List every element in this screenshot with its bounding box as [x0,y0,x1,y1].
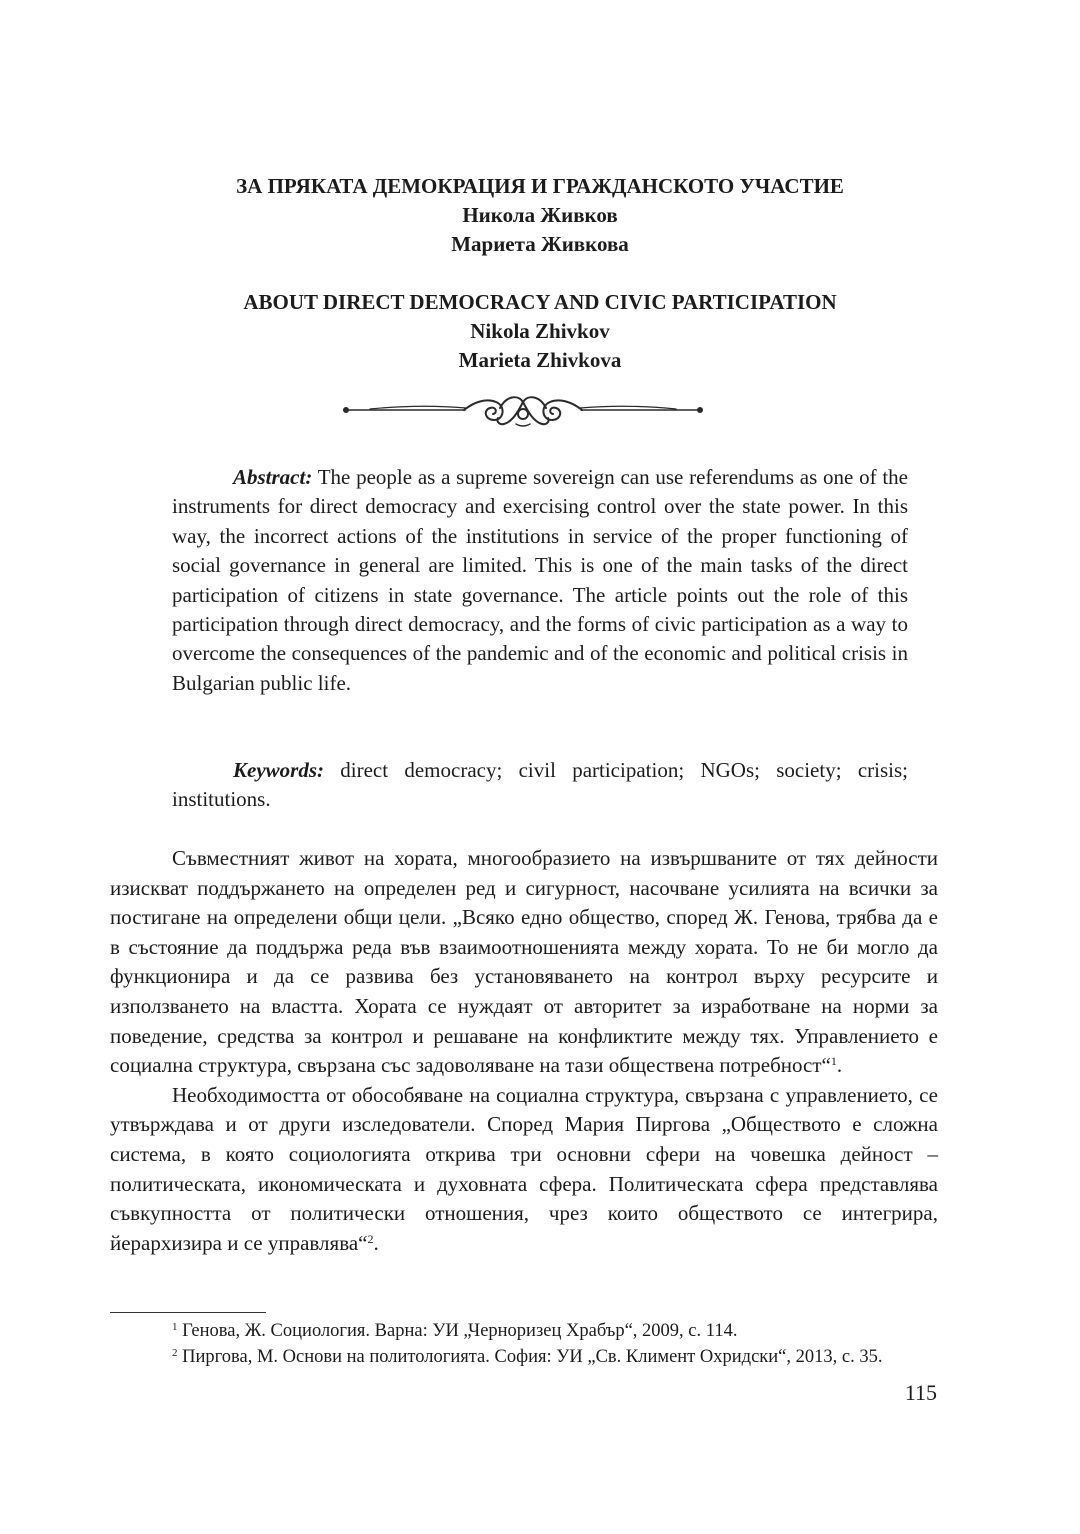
abstract-section [172,463,908,698]
abstract-label: Abstract: [233,465,313,489]
body-paragraph-2-end: . [373,1230,379,1255]
keywords-text: direct democracy; civil participation; NGOs; society; crisis; institutions. [172,758,908,812]
footnote-2-text: Пиргова, М. Основи на политологията. София: УИ „Св. Климент Охридски“, 2013, с. 35. [177,1347,883,1367]
footnotes [110,1318,938,1370]
body-paragraph-2 [110,1081,938,1259]
author-name-en-1: Nikola Zhivkov [470,319,610,343]
body-text [110,844,938,1258]
footnote-ref-2[interactable]: 2 [367,1231,374,1246]
article-title-bg: ЗА ПРЯКАТА ДЕМОКРАЦИЯ И ГРАЖДАНСКОТО УЧАСТИЕ [236,174,844,198]
scroll-flourish-divider-icon [340,388,706,432]
body-paragraph-1-end: . [836,1053,843,1078]
footnote-1 [110,1318,938,1344]
body-paragraph-2-text: Необходимостта от обособяване на социална структура, свързана с управлението, се утвърждава и от други изследователи. Според Мария Пиргова „Обществото е сложна система, в която социологията открива три основни сфери на човешка дейност – политическата, икономическата и духовната сфера. Политическата сфера представлява съвкупността от политически отношения, чрез които обществото се интегрира, йерархизира и се управлява“ [110,1082,938,1255]
footnote-2 [110,1344,938,1370]
author-name-bg-1: Никола Живков [462,203,618,227]
abstract-paragraph [172,463,908,698]
footnote-1-text: Генова, Ж. Социология. Варна: УИ „Черноризец Храбър“, 2009, с. 114. [177,1321,738,1341]
footnote-2-number: 2 [172,1347,178,1359]
keywords-label: Keywords: [233,758,324,782]
english-title-block [0,288,1080,375]
keywords-section [172,756,908,815]
body-paragraph-1-text: Съвместният живот на хората, многообразието на извършваните от тях дейности изискват поддържането на определен ред и сигурност, насочване усилията на всички за постигане на определени общи цели. „Всяко едно общество, според Ж. Генова, трябва да е в състояние да поддържа реда във взаимоотношенията между хората. То не би могло да функционира и да се развива без установяването на контрол върху ресурсите и използването на властта. Хората се нуждаят от авторитет за изработване на норми за поведение, средства за контрол и решаване на конфликтите между тях. Управлението е социална структура, свързана със задоволяване на тази обществена потребност“ [110,846,938,1078]
article-title-en: ABOUT DIRECT DEMOCRACY AND CIVIC PARTICIPATION [243,290,837,314]
footnote-1-number: 1 [172,1321,178,1333]
page-number: 115 [904,1380,937,1405]
abstract-text: The people as a supreme sovereign can use referendums as one of the instruments for direct democracy and exercising control over the state power. In this way, the incorrect actions of the institutions in service of the proper functioning of social governance in general are limited. This is one of the main tasks of the direct participation of citizens in state governance. The article points out the role of this participation through direct democracy, and the forms of civic participation as a way to overcome the consequences of the pandemic and of the economic and political crisis in Bulgarian public life. [172,465,908,695]
footnote-ref-1[interactable]: 1 [830,1054,837,1069]
bulgarian-title-block [0,172,1080,259]
body-paragraph-1 [110,844,938,1081]
author-name-bg-2: Мариета Живкова [451,232,629,256]
keywords-paragraph [172,756,908,815]
author-name-en-2: Marieta Zhivkova [458,348,622,372]
footnote-divider [110,1312,266,1313]
